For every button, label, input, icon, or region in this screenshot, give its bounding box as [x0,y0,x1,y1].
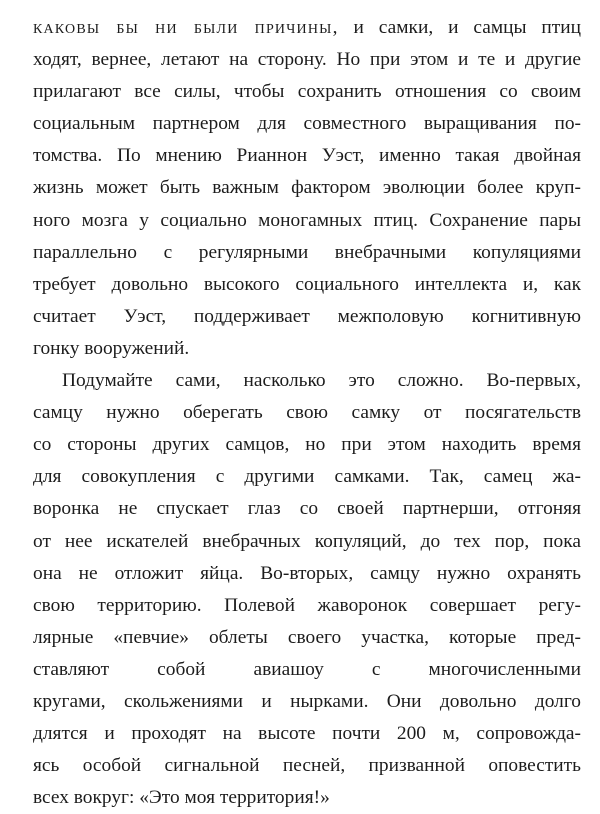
text-line: социальным партнером для совместного выращивания по- [33,113,581,135]
small-caps-lead: каковы бы ни были причины, [33,17,339,38]
text-line: для совокупления с другими самками. Так, самец жа- [33,466,581,488]
text-line: гонку вооружений. [33,337,190,359]
text-line: свою территорию. Полевой жаворонок совершает регу- [33,594,581,616]
text-line: лярные «певчие» облеты своего участка, которые пред- [33,626,581,648]
text-line: длятся и проходят на высоте почти 200 м, сопровожда- [33,723,581,745]
text-line: ходят, вернее, летают на сторону. Но при этом и те и другие [33,49,581,71]
text-line: самцу нужно оберегать свою самку от посягательств [33,402,581,424]
text-line: параллельно с регулярными внебрачными копуляциями [33,241,581,263]
text-line: жизнь может быть важным фактором эволюции более круп- [33,177,581,199]
text-line: томства. По мнению Рианнон Уэст, именно такая двойная [33,145,581,167]
text-line: она не отложит яйца. Во-вторых, самцу нужно охранять [33,562,581,584]
paragraph-1 [33,12,581,365]
text-line: ставляют собой авиашоу с многочисленными [33,658,581,680]
text-line: воронка не спускает глаз со своей партнерши, отгоняя [33,498,581,520]
text-line: со стороны других самцов, но при этом находить время [33,434,581,456]
text-line: ясь особой сигнальной песней, призванной оповестить [33,755,581,777]
text-line: кругами, скольжениями и нырками. Они довольно долго [33,690,581,712]
text-line: считает Уэст, поддерживает межполовую когнитивную [33,305,581,327]
paragraph-2 [33,365,581,814]
text-line: прилагают все силы, чтобы сохранить отношения со своим [33,81,581,103]
book-page [33,12,581,814]
text-line: от нее искателей внебрачных копуляций, до тех пор, пока [33,530,581,552]
text-line: каковы бы ни были причины, и самки, и самцы птиц [33,17,582,38]
text-line: ного мозга у социально моногамных птиц. Сохранение пары [33,209,581,231]
text-line: Подумайте сами, насколько это сложно. Во-первых, [62,370,581,392]
text-line: всех вокруг: «Это моя территория!» [33,787,330,809]
text-line: требует довольно высокого социального интеллекта и, как [33,273,581,295]
